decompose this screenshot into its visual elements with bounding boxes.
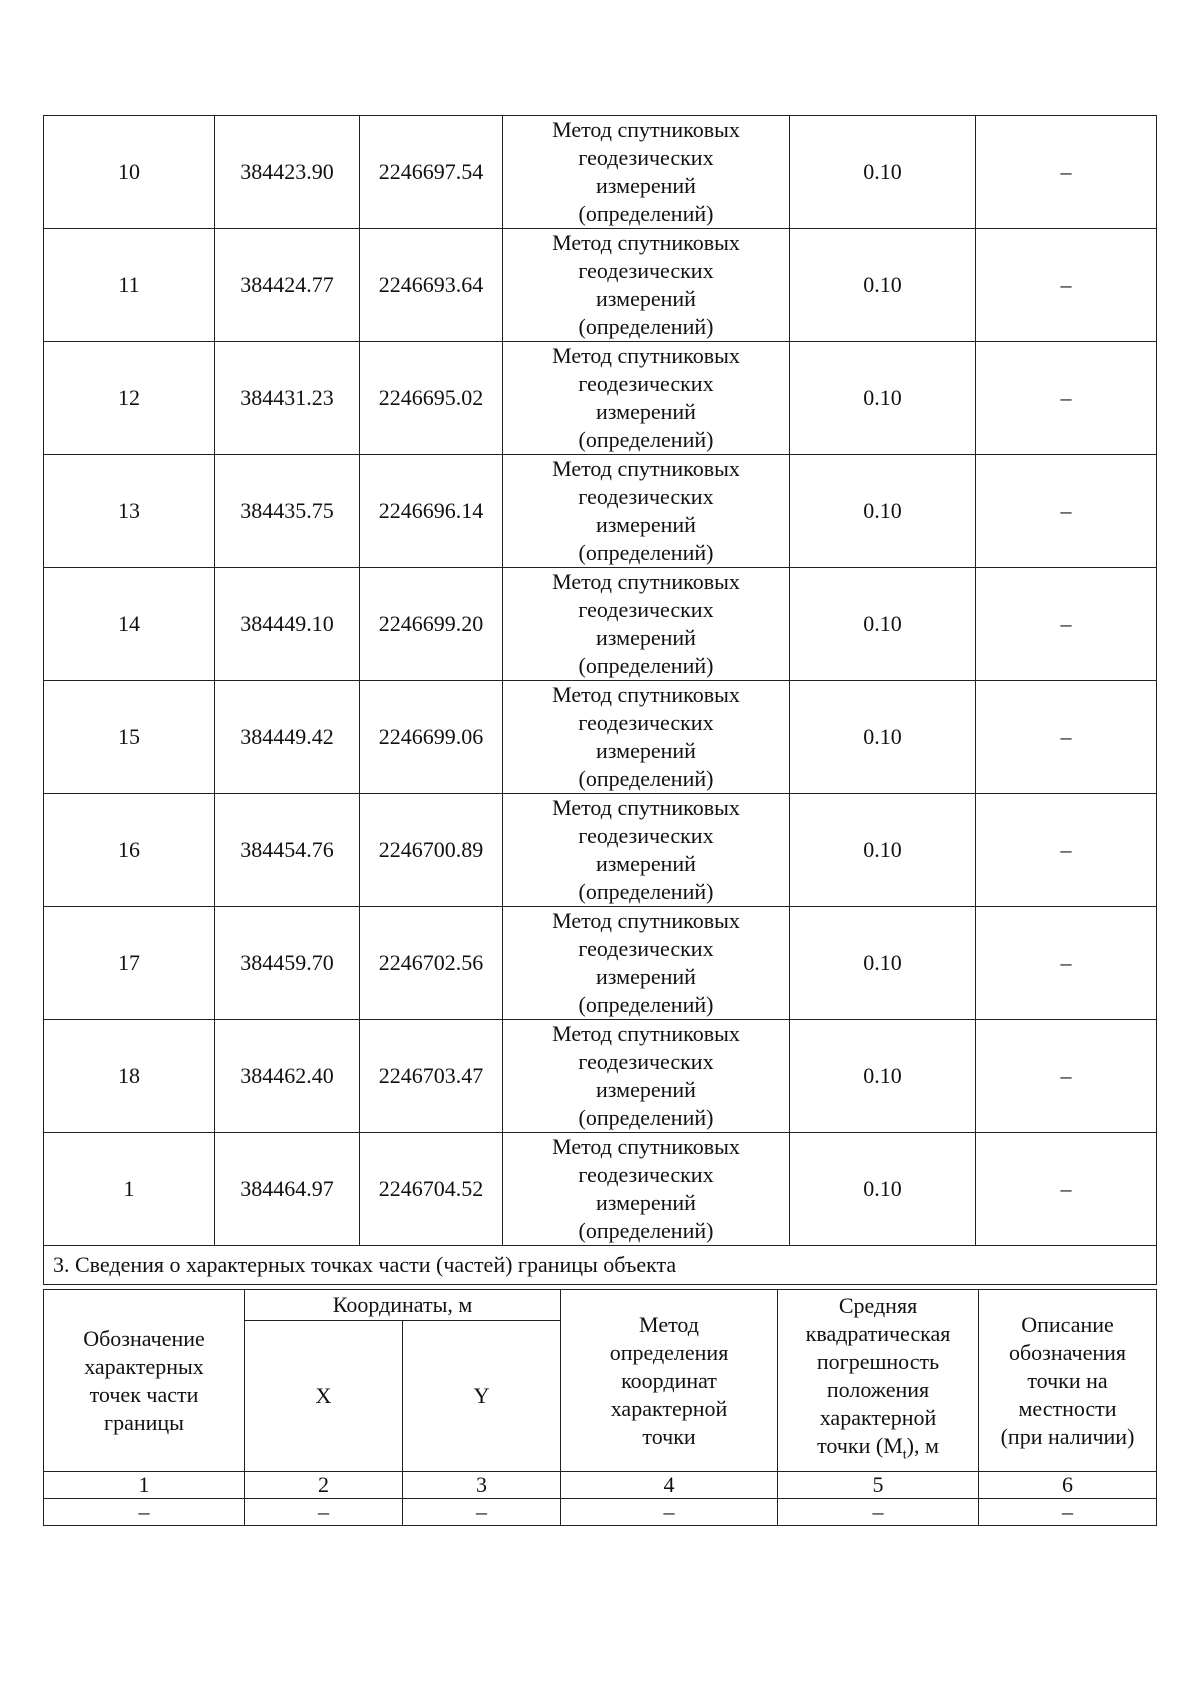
point-accuracy: 0.10 xyxy=(790,907,976,1020)
point-method xyxy=(503,568,790,681)
point-description: – xyxy=(976,455,1157,568)
point-method xyxy=(503,229,790,342)
method-line: геодезических xyxy=(578,823,714,848)
method-line: геодезических xyxy=(578,710,714,735)
method-line: Метод спутниковых xyxy=(552,456,740,481)
method-line: измерений xyxy=(596,625,696,650)
section3-table xyxy=(43,1289,1157,1526)
column-number: 6 xyxy=(979,1472,1157,1499)
point-method xyxy=(503,681,790,794)
point-description: – xyxy=(976,907,1157,1020)
method-line: (определений) xyxy=(578,766,714,791)
point-x: 384454.76 xyxy=(215,794,360,907)
method-line: Метод спутниковых xyxy=(552,682,740,707)
column-numbers-row xyxy=(44,1472,1157,1499)
method-line: геодезических xyxy=(578,484,714,509)
point-method xyxy=(503,794,790,907)
empty-cell: – xyxy=(245,1499,403,1526)
point-row xyxy=(44,568,1157,681)
method-line: (определений) xyxy=(578,879,714,904)
point-row xyxy=(44,907,1157,1020)
section3-header-row xyxy=(44,1290,1157,1321)
column-number: 5 xyxy=(778,1472,979,1499)
section3-title: 3. Сведения о характерных точках части (частей) границы объекта xyxy=(44,1246,1157,1285)
point-id: 1 xyxy=(44,1133,215,1246)
column-number: 4 xyxy=(561,1472,778,1499)
method-line: измерений xyxy=(596,851,696,876)
point-description: – xyxy=(976,229,1157,342)
point-row xyxy=(44,1133,1157,1246)
point-accuracy: 0.10 xyxy=(790,455,976,568)
point-id: 13 xyxy=(44,455,215,568)
point-row xyxy=(44,342,1157,455)
point-method xyxy=(503,116,790,229)
point-y: 2246695.02 xyxy=(360,342,503,455)
point-y: 2246697.54 xyxy=(360,116,503,229)
point-description: – xyxy=(976,568,1157,681)
method-line: измерений xyxy=(596,286,696,311)
point-y: 2246693.64 xyxy=(360,229,503,342)
point-description: – xyxy=(976,681,1157,794)
point-description: – xyxy=(976,342,1157,455)
point-y: 2246699.06 xyxy=(360,681,503,794)
point-row xyxy=(44,1020,1157,1133)
point-method xyxy=(503,907,790,1020)
point-id: 14 xyxy=(44,568,215,681)
header-coordinates: Координаты, м xyxy=(245,1290,561,1321)
header-x: X xyxy=(245,1321,403,1472)
point-accuracy: 0.10 xyxy=(790,568,976,681)
point-accuracy: 0.10 xyxy=(790,229,976,342)
method-line: измерений xyxy=(596,738,696,763)
point-x: 384431.23 xyxy=(215,342,360,455)
method-line: Метод спутниковых xyxy=(552,1021,740,1046)
method-line: Метод спутниковых xyxy=(552,795,740,820)
point-id: 11 xyxy=(44,229,215,342)
method-line: (определений) xyxy=(578,992,714,1017)
method-line: Метод спутниковых xyxy=(552,908,740,933)
method-line: геодезических xyxy=(578,936,714,961)
empty-cell: – xyxy=(403,1499,561,1526)
method-line: Метод спутниковых xyxy=(552,1134,740,1159)
point-row xyxy=(44,229,1157,342)
empty-cell: – xyxy=(778,1499,979,1526)
section3-title-row xyxy=(44,1246,1157,1285)
header-y: Y xyxy=(403,1321,561,1472)
method-line: (определений) xyxy=(578,540,714,565)
points-table xyxy=(43,115,1157,1285)
method-line: геодезических xyxy=(578,597,714,622)
point-id: 16 xyxy=(44,794,215,907)
method-line: измерений xyxy=(596,512,696,537)
point-y: 2246702.56 xyxy=(360,907,503,1020)
method-line: геодезических xyxy=(578,1162,714,1187)
point-x: 384459.70 xyxy=(215,907,360,1020)
method-line: (определений) xyxy=(578,1105,714,1130)
point-y: 2246696.14 xyxy=(360,455,503,568)
point-id: 17 xyxy=(44,907,215,1020)
empty-cell: – xyxy=(561,1499,778,1526)
method-line: (определений) xyxy=(578,201,714,226)
method-line: геодезических xyxy=(578,258,714,283)
method-line: геодезических xyxy=(578,145,714,170)
point-accuracy: 0.10 xyxy=(790,116,976,229)
empty-row xyxy=(44,1499,1157,1526)
point-method xyxy=(503,342,790,455)
method-line: измерений xyxy=(596,964,696,989)
point-x: 384424.77 xyxy=(215,229,360,342)
point-row xyxy=(44,455,1157,568)
point-method xyxy=(503,1133,790,1246)
point-description: – xyxy=(976,1020,1157,1133)
point-id: 12 xyxy=(44,342,215,455)
method-line: измерений xyxy=(596,399,696,424)
point-x: 384449.10 xyxy=(215,568,360,681)
method-line: (определений) xyxy=(578,314,714,339)
point-id: 15 xyxy=(44,681,215,794)
header-designation: Обозначение характерных точек части границы xyxy=(44,1290,245,1472)
method-line: Метод спутниковых xyxy=(552,117,740,142)
point-row xyxy=(44,116,1157,229)
point-x: 384435.75 xyxy=(215,455,360,568)
method-line: (определений) xyxy=(578,653,714,678)
method-line: измерений xyxy=(596,1190,696,1215)
point-description: – xyxy=(976,794,1157,907)
point-x: 384464.97 xyxy=(215,1133,360,1246)
point-x: 384462.40 xyxy=(215,1020,360,1133)
method-line: геодезических xyxy=(578,371,714,396)
point-accuracy: 0.10 xyxy=(790,681,976,794)
point-method xyxy=(503,1020,790,1133)
column-number: 3 xyxy=(403,1472,561,1499)
header-accuracy: Средняя квадратическая погрешность положения характерной точки $(M_t)$, м xyxy=(778,1290,979,1472)
method-line: Метод спутниковых xyxy=(552,343,740,368)
point-y: 2246699.20 xyxy=(360,568,503,681)
point-description: – xyxy=(976,116,1157,229)
point-method xyxy=(503,455,790,568)
point-x: 384423.90 xyxy=(215,116,360,229)
point-description: – xyxy=(976,1133,1157,1246)
method-line: (определений) xyxy=(578,1218,714,1243)
empty-cell: – xyxy=(979,1499,1157,1526)
point-id: 10 xyxy=(44,116,215,229)
header-description: Описание обозначения точки на местности (при наличии) xyxy=(979,1290,1157,1472)
method-line: геодезических xyxy=(578,1049,714,1074)
point-y: 2246704.52 xyxy=(360,1133,503,1246)
column-number: 1 xyxy=(44,1472,245,1499)
point-row xyxy=(44,794,1157,907)
point-accuracy: 0.10 xyxy=(790,1020,976,1133)
point-y: 2246700.89 xyxy=(360,794,503,907)
point-accuracy: 0.10 xyxy=(790,342,976,455)
method-line: Метод спутниковых xyxy=(552,569,740,594)
point-row xyxy=(44,681,1157,794)
method-line: Метод спутниковых xyxy=(552,230,740,255)
point-accuracy: 0.10 xyxy=(790,794,976,907)
method-line: (определений) xyxy=(578,427,714,452)
point-y: 2246703.47 xyxy=(360,1020,503,1133)
column-number: 2 xyxy=(245,1472,403,1499)
method-line: измерений xyxy=(596,1077,696,1102)
point-x: 384449.42 xyxy=(215,681,360,794)
method-line: измерений xyxy=(596,173,696,198)
point-accuracy: 0.10 xyxy=(790,1133,976,1246)
header-method: Метод определения координат характерной точки xyxy=(561,1290,778,1472)
point-id: 18 xyxy=(44,1020,215,1133)
empty-cell: – xyxy=(44,1499,245,1526)
